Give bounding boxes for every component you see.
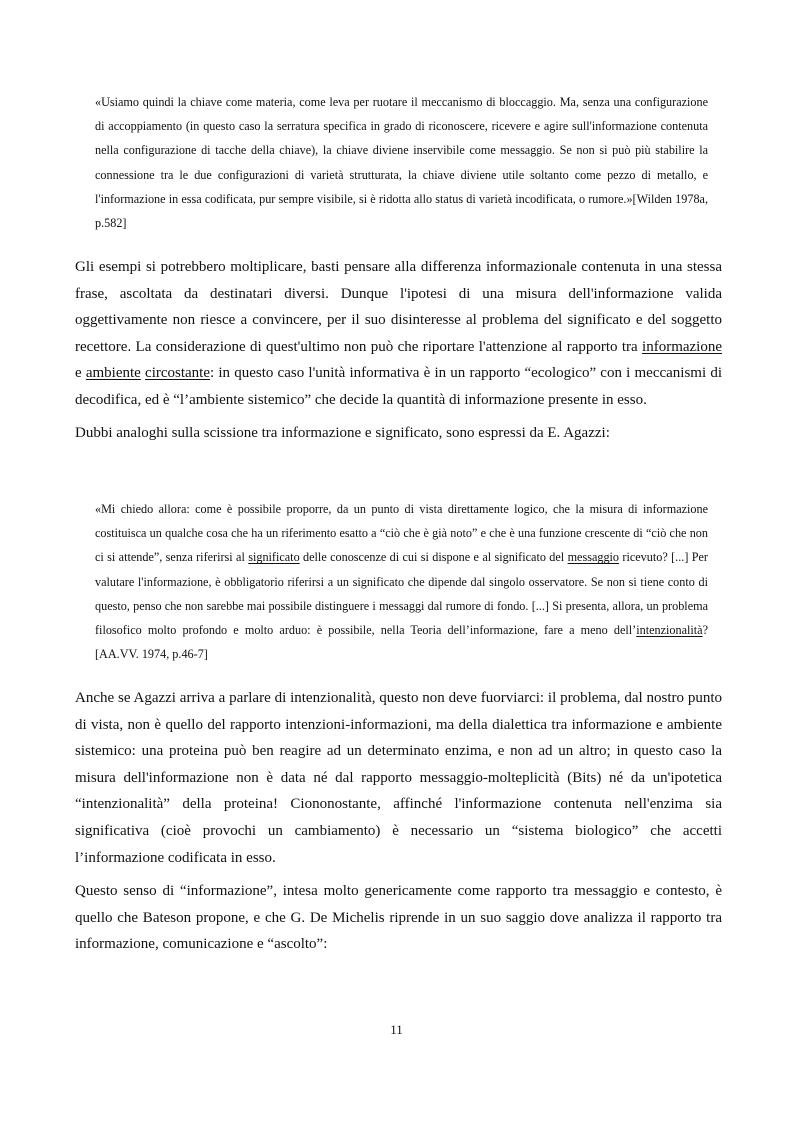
paragraph-text: Anche se Agazzi arriva a parlare di intenzionalità, questo non deve fuorviarci: il problema, dal nostro punto di vista, non è quello del rapporto intenzioni-informazioni, ma della dialettica tra informazione e ambiente sistemico: una proteina può ben reagire ad un determinato enzima, e non ad un altro; in questo caso la misura dell'informazione non è data né dal rapporto messaggio-molteplicità (Bits) né da un'ipotetica “intenzionalità” della proteina! Ciononostante, affinché l'informazione contenuta nell'enzima sia significativa (cioè provochi un cambiamento) è necessario un “sistema biologico” che accetti l’informazione codificata in esso. <box>75 690 722 866</box>
paragraph-text: Gli esempi si potrebbero moltiplicare, basti pensare alla differenza informazionale contenuta in una stessa frase, ascoltata da destinatari diversi. Dunque l'ipotesi di una misura dell'informazione valida oggettivamente non riesce a convincere, per il suo disinteresse al problema del significato e del soggetto recettore. La considerazione di quest'ultimo non può che riportare l'attenzione al rapporto tra <box>75 259 722 355</box>
body-paragraph-agazzi-intro <box>75 420 722 447</box>
underlined-term-intenzionalita: intenzionalità <box>636 623 703 638</box>
quote-text: «Usiamo quindi la chiave come materia, come leva per ruotare il meccanismo di bloccaggio. Ma, senza una configurazione di accoppiamento (in questo caso la serratura specifica in grado di riconoscere, ricevere e agire sull'informazione contenuta nella configurazione di tacche della chiave), la chiave diviene inservibile come messaggio. Se non si può più stabilire la connessione tra le due configurazioni di varietà strutturata, la chiave diviene utile soltanto come pezzo di metallo, e l'informazione in essa codificata, pur sempre visibile, si è ridotta allo status di varietà incodificata, o rumore.»[Wilden 1978a, p.582] <box>95 95 708 231</box>
block-quote-wilden <box>95 90 708 235</box>
paragraph-text: e <box>75 365 86 382</box>
underlined-term-ambiente: ambiente <box>85 365 141 382</box>
paragraph-text: Questo senso di “informazione”, intesa molto genericamente come rapporto tra messaggio e contesto, è quello che Bateson propone, e che G. De Michelis riprende in un suo saggio dove analizza il rapporto tra informazione, comunicazione e “ascolto”: <box>75 883 722 953</box>
underlined-term-informazione: informazione <box>642 338 722 355</box>
page-number: 11 <box>390 1022 403 1037</box>
quote-text: «Mi chiedo allora: come è possibile proporre, da un punto di vista direttamente logico, che la misura di informazione costituisca un qualche cosa che ha un riferimento esatto a “ciò che è già noto” e che è una funzione crescente di “ciò che non ci si attende”, senza riferirsi al <box>95 502 708 565</box>
paragraph-text: : in questo caso l'unità informativa è in un rapporto “ecologico” con i meccanismi di decodifica, ed è “l’ambiente sistemico” che decide la quantità di informazione presente in esso. <box>75 365 722 408</box>
underlined-term-significato: significato <box>248 550 300 565</box>
body-paragraph-examples <box>75 254 722 414</box>
body-paragraph-intenzionalita <box>75 685 722 871</box>
quote-text: delle conoscenze di cui si dispone e al significato del <box>299 550 568 565</box>
quote-text: ? [AA.VV. 1974, p.46-7] <box>95 623 708 662</box>
block-quote-agazzi <box>95 497 708 666</box>
quote-text: ricevuto? [...] Per valutare l'informazione, è obbligatorio riferirsi a un significato che dipende dal singolo osservatore. Se non si tiene conto di questo, penso che non sarebbe mai possibile distinguere i messaggi dal rumore di fondo. [...] Si presenta, allora, un problema filosofico molto profondo e molto arduo: è possibile, nella Teoria dell’informazione, fare a meno dell’ <box>95 550 708 638</box>
underlined-term-messaggio: messaggio <box>567 550 620 565</box>
paragraph-text: Dubbi analoghi sulla scissione tra informazione e significato, sono espressi da E. Agazzi: <box>75 425 610 441</box>
body-paragraph-bateson <box>75 878 722 958</box>
underlined-term-circostante: circostante <box>145 365 210 382</box>
